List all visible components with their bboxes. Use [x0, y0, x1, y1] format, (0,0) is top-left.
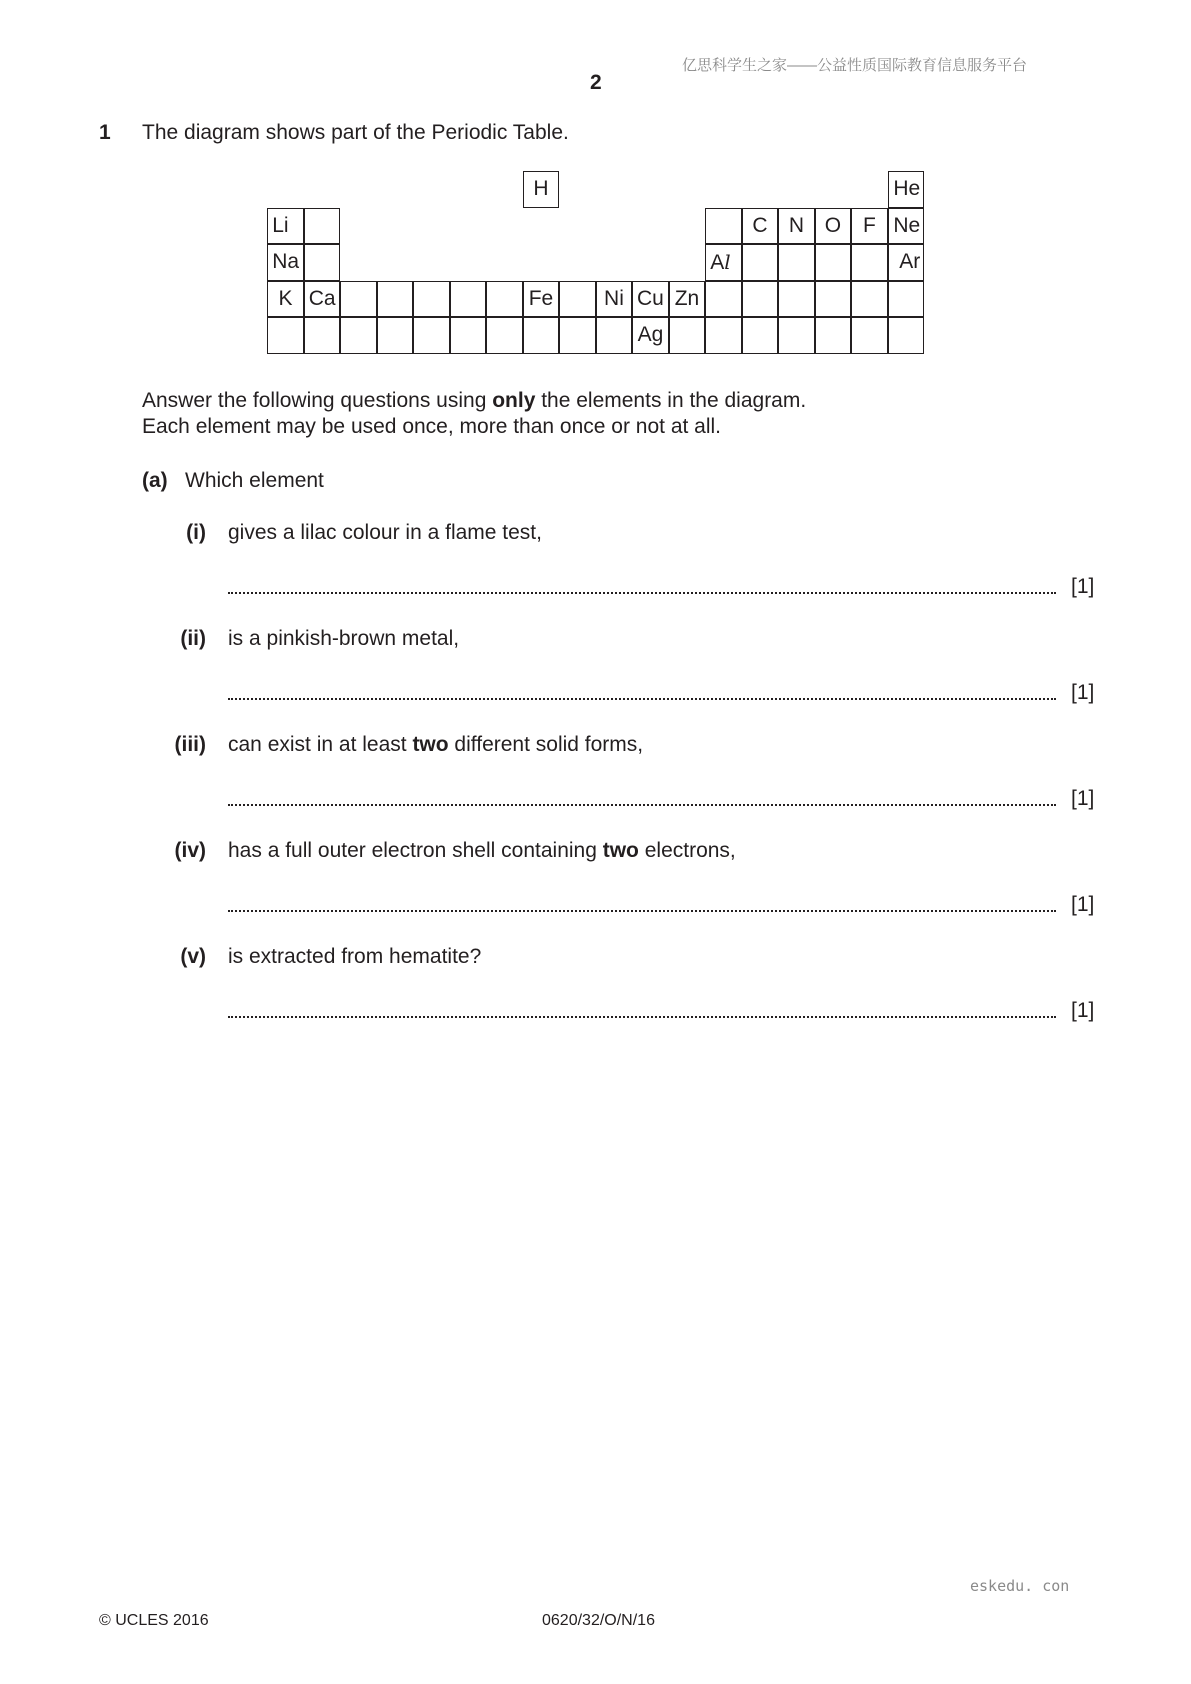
subpart-question-text: is extracted from hematite?: [228, 945, 482, 968]
element-cell-na: [267, 244, 304, 281]
answer-line[interactable]: [228, 996, 1056, 1018]
empty-element-cell: [377, 317, 414, 354]
instruction-line-1: Answer the following questions using only the elements in the diagram.: [142, 389, 807, 412]
footer-paper-code: 0620/32/O/N/16: [542, 1612, 655, 1629]
empty-element-cell: [669, 317, 706, 354]
empty-element-cell: [778, 281, 815, 318]
element-cell-k: [267, 281, 304, 318]
empty-element-cell: [304, 317, 341, 354]
empty-element-cell: [596, 317, 633, 354]
instruction-line-2: Each element may be used once, more than once or not at all.: [142, 415, 722, 438]
empty-element-cell: [705, 281, 742, 318]
element-cell-li: [267, 208, 304, 245]
subpart-question-text: is a pinkish-brown metal,: [228, 627, 460, 650]
element-cell-cu: [632, 281, 669, 318]
element-symbol: Zn: [674, 286, 700, 310]
empty-element-cell: [267, 317, 304, 354]
header-watermark: 亿思科学生之家——公益性质国际教育信息服务平台: [682, 57, 1028, 74]
subpart-label: (v): [180, 945, 206, 968]
element-symbol: F: [863, 213, 876, 237]
instruction-emphasis: only: [492, 389, 536, 412]
empty-element-cell: [705, 317, 742, 354]
empty-element-cell: [742, 317, 779, 354]
empty-element-cell: [304, 208, 341, 245]
empty-element-cell: [559, 317, 596, 354]
element-cell-ar: [888, 244, 925, 281]
element-symbol: Ar: [899, 250, 921, 274]
element-cell-h: [523, 171, 560, 208]
part-a-label: (a): [142, 469, 168, 492]
element-cell-ne: [888, 208, 925, 245]
element-cell-n: [778, 208, 815, 245]
footer-copyright: © UCLES 2016: [99, 1612, 209, 1629]
element-cell-o: [815, 208, 852, 245]
element-cell-fe: [523, 281, 560, 318]
element-symbol: Li: [272, 213, 289, 237]
empty-element-cell: [340, 281, 377, 318]
element-symbol: K: [278, 286, 293, 310]
subpart-question-text: can exist in at least two different solid forms,: [228, 733, 644, 756]
page-number: 2: [590, 71, 602, 94]
empty-element-cell: [486, 281, 523, 318]
empty-element-cell: [413, 281, 450, 318]
subpart-label: (i): [186, 521, 206, 544]
empty-element-cell: [851, 281, 888, 318]
element-cell-ni: [596, 281, 633, 318]
empty-element-cell: [304, 244, 341, 281]
subpart-label: (iii): [174, 733, 206, 756]
question-number: 1: [99, 121, 111, 144]
part-a-text: Which element: [185, 469, 324, 492]
mark-allocation: [1]: [1071, 893, 1095, 916]
element-cell-ca: [304, 281, 341, 318]
empty-element-cell: [450, 281, 487, 318]
subpart-question-text: has a full outer electron shell containing two electrons,: [228, 839, 736, 862]
empty-element-cell: [413, 317, 450, 354]
element-cell-al: [705, 244, 742, 281]
subpart-label: (ii): [180, 627, 206, 650]
empty-element-cell: [815, 281, 852, 318]
element-cell-c: [742, 208, 779, 245]
empty-element-cell: [815, 244, 852, 281]
periodic-table-diagram: [268, 172, 928, 357]
element-symbol: Ca: [308, 286, 336, 310]
mark-allocation: [1]: [1071, 787, 1095, 810]
element-symbol: Ag: [637, 323, 664, 347]
empty-element-cell: [851, 244, 888, 281]
element-cell-he: [888, 171, 925, 208]
subpart-label: (iv): [174, 839, 206, 862]
element-symbol: Cu: [637, 286, 664, 310]
empty-element-cell: [888, 281, 925, 318]
answer-line[interactable]: [228, 784, 1056, 806]
element-symbol: Na: [272, 250, 300, 274]
element-symbol: Al: [710, 249, 731, 274]
empty-element-cell: [778, 244, 815, 281]
empty-element-cell: [888, 317, 925, 354]
empty-element-cell: [742, 281, 779, 318]
element-symbol: Fe: [528, 286, 554, 310]
empty-element-cell: [486, 317, 523, 354]
subpart-question-text: gives a lilac colour in a flame test,: [228, 521, 542, 544]
answer-line[interactable]: [228, 678, 1056, 700]
element-symbol: C: [752, 213, 768, 237]
answer-line[interactable]: [228, 890, 1056, 912]
empty-element-cell: [705, 208, 742, 245]
element-symbol: O: [824, 213, 842, 237]
element-symbol: H: [533, 177, 549, 201]
empty-element-cell: [340, 317, 377, 354]
empty-element-cell: [377, 281, 414, 318]
element-cell-f: [851, 208, 888, 245]
answer-line[interactable]: [228, 572, 1056, 594]
empty-element-cell: [778, 317, 815, 354]
mark-allocation: [1]: [1071, 999, 1095, 1022]
footer-watermark: eskedu. con: [970, 1577, 1070, 1595]
empty-element-cell: [851, 317, 888, 354]
element-cell-ag: [632, 317, 669, 354]
element-symbol: Ni: [604, 286, 624, 310]
element-symbol: He: [893, 177, 921, 201]
element-cell-zn: [669, 281, 706, 318]
mark-allocation: [1]: [1071, 575, 1095, 598]
empty-element-cell: [523, 317, 560, 354]
empty-element-cell: [450, 317, 487, 354]
element-symbol: Ne: [893, 213, 921, 237]
empty-element-cell: [742, 244, 779, 281]
element-symbol: N: [788, 213, 805, 237]
empty-element-cell: [559, 281, 596, 318]
empty-element-cell: [815, 317, 852, 354]
question-stem: The diagram shows part of the Periodic Table.: [142, 121, 569, 144]
mark-allocation: [1]: [1071, 681, 1095, 704]
